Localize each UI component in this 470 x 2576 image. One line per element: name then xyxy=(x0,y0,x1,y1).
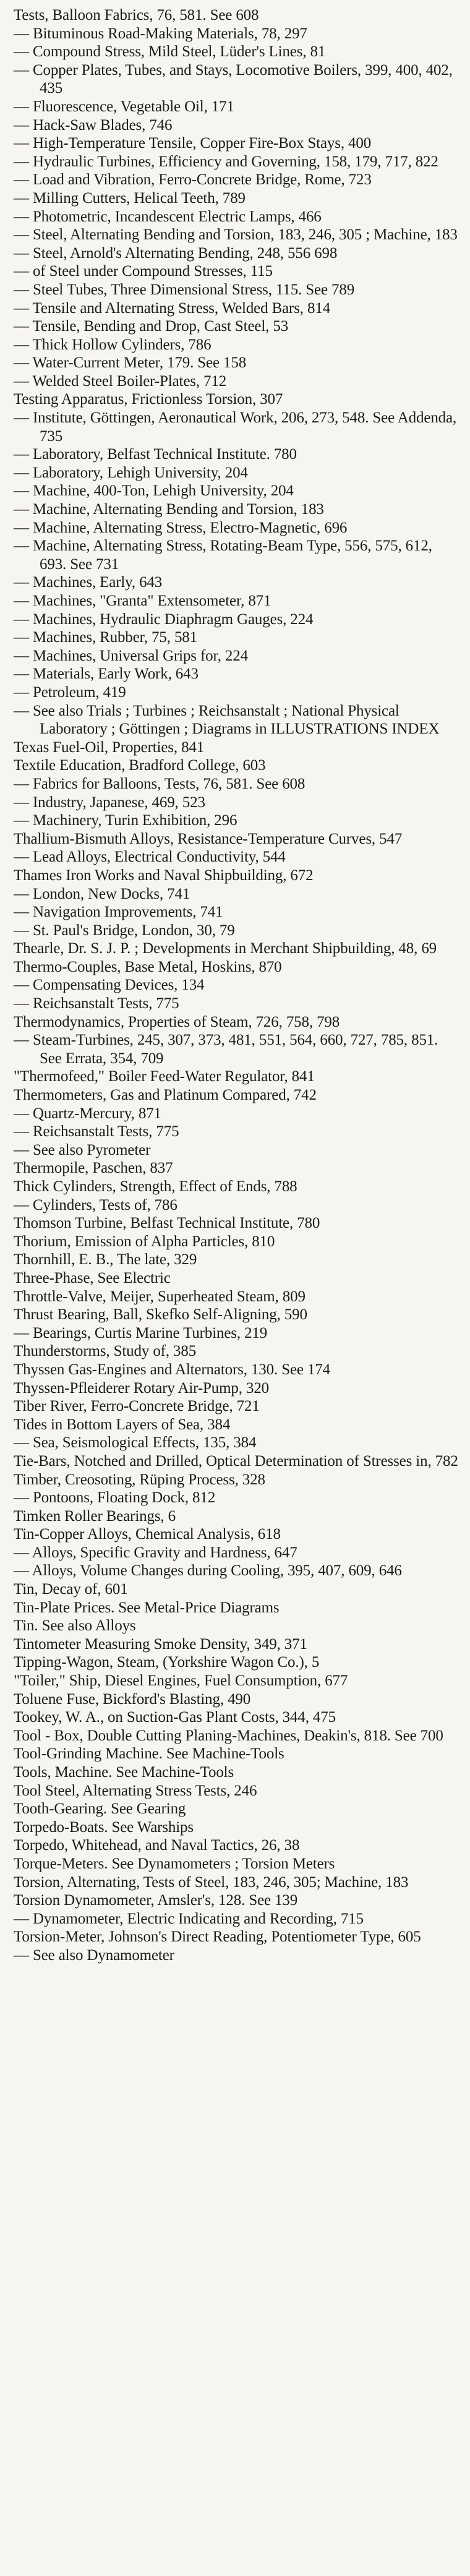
index-entry: Throttle-Valve, Meijer, Superheated Steam, 809 xyxy=(14,1288,306,1305)
index-entry: — St. Paul's Bridge, London, 30, 79 xyxy=(14,922,235,939)
index-entry: Tides in Bottom Layers of Sea, 384 xyxy=(14,1416,231,1433)
index-entry: Thyssen Gas-Engines and Alternators, 130. See 174 xyxy=(14,1361,330,1378)
index-entry: — Thick Hollow Cylinders, 786 xyxy=(14,336,212,353)
index-entry: — Reichsanstalt Tests, 775 xyxy=(14,1123,179,1140)
index-entry: — Photometric, Incandescent Electric Lamps, 466 xyxy=(14,208,322,225)
index-entry: — Machines, "Granta" Extensometer, 871 xyxy=(14,593,271,609)
index-entry: — Sea, Seismological Effects, 135, 384 xyxy=(14,1434,257,1452)
index-entry: — Hydraulic Turbines, Efficiency and Governing, 158, 179, 717, 822 xyxy=(14,153,438,170)
index-entry: Testing Apparatus, Frictionless Torsion, 307 xyxy=(14,391,283,408)
index-entry: — Hack-Saw Blades, 746 xyxy=(14,116,173,134)
index-entry: Tools, Machine. See Machine-Tools xyxy=(14,1764,234,1781)
index-entry: — Steel, Arnold's Alternating Bending, 248, 556 698 xyxy=(14,244,338,262)
index-entry: Tin-Plate Prices. See Metal-Price Diagrams xyxy=(14,1599,280,1616)
index-entry: Thornhill, E. B., The late, 329 xyxy=(14,1251,197,1269)
index-entry: Tin-Copper Alloys, Chemical Analysis, 618 xyxy=(14,1526,281,1543)
index-entry: — Dynamometer, Electric Indicating and Recording, 715 xyxy=(14,1910,364,1927)
index-entry: — Machines, Rubber, 75, 581 xyxy=(14,629,197,646)
index-entry: — Steam-Turbines, 245, 307, 373, 481, 551, 564, 660, 727, 785, 851. See Errata, 354, 709 xyxy=(14,1032,438,1067)
index-entry: — Steel Tubes, Three Dimensional Stress, 115. See 789 xyxy=(14,281,355,298)
index-entry: Torsion-Meter, Johnson's Direct Reading, Potentiometer Type, 605 xyxy=(14,1928,421,1946)
index-entry: — High-Temperature Tensile, Copper Fire-Box Stays, 400 xyxy=(14,135,372,152)
index-entry: Thrust Bearing, Ball, Skefko Self-Aligning, 590 xyxy=(14,1306,307,1324)
index-entry: Thick Cylinders, Strength, Effect of Ends, 788 xyxy=(14,1178,297,1195)
index-entry: — Machines, Hydraulic Diaphragm Gauges, 224 xyxy=(14,610,314,628)
index-entry: Thames Iron Works and Naval Shipbuilding, 672 xyxy=(14,867,314,884)
index-entry: — Machines, Universal Grips for, 224 xyxy=(14,647,248,664)
index-entry: Torpedo, Whitehead, and Naval Tactics, 26, 38 xyxy=(14,1837,300,1854)
index-entry: Timken Roller Bearings, 6 xyxy=(14,1507,176,1525)
index-entry: Texas Fuel-Oil, Properties, 841 xyxy=(14,738,205,756)
index-entry: — Quartz-Mercury, 871 xyxy=(14,1105,161,1122)
index-entry: Thermo-Couples, Base Metal, Hoskins, 870 xyxy=(14,958,282,975)
index-entry: — Institute, Göttingen, Aeronautical Work, 206, 273, 548. See Addenda, 735 xyxy=(14,409,457,445)
index-entry: Thearle, Dr. S. J. P. ; Developments in Merchant Shipbuilding, 48, 69 xyxy=(14,940,437,957)
index-entry: — Cylinders, Tests of, 786 xyxy=(14,1196,177,1213)
index-entry: Torque-Meters. See Dynamometers ; Torsion Meters xyxy=(14,1855,335,1872)
index-entry: — Fabrics for Balloons, Tests, 76, 581. See 608 xyxy=(14,775,306,792)
index-entry: — See also Dynamometer xyxy=(14,1946,174,1964)
index-entry: Thermometers, Gas and Platinum Compared, 742 xyxy=(14,1087,317,1104)
index-entry: — Laboratory, Belfast Technical Institute. 780 xyxy=(14,446,297,463)
index-entry: Tool - Box, Double Cutting Planing-Machines, Deakin's, 818. See 700 xyxy=(14,1727,443,1744)
index-entry: — Machine, 400-Ton, Lehigh University, 204 xyxy=(14,482,294,500)
index-entry: — Laboratory, Lehigh University, 204 xyxy=(14,464,248,481)
index-entry: Thallium-Bismuth Alloys, Resistance-Temperature Curves, 547 xyxy=(14,830,403,847)
index-entry: — Welded Steel Boiler-Plates, 712 xyxy=(14,372,227,390)
index-entry: — London, New Docks, 741 xyxy=(14,885,190,902)
index-entry: — Lead Alloys, Electrical Conductivity, 544 xyxy=(14,849,286,866)
index-entry: Tests, Balloon Fabrics, 76, 581. See 608 xyxy=(14,7,259,24)
index-entry: — Pontoons, Floating Dock, 812 xyxy=(14,1489,216,1507)
index-entry: Toluene Fuse, Bickford's Blasting, 490 xyxy=(14,1690,251,1708)
index-entry: — See also Pyrometer xyxy=(14,1141,151,1158)
index-entry: Tookey, W. A., on Suction-Gas Plant Costs, 344, 475 xyxy=(14,1709,336,1726)
index-entry: — of Steel under Compound Stresses, 115 xyxy=(14,263,273,280)
index-entry: — Machines, Early, 643 xyxy=(14,574,163,591)
index-entry: Thunderstorms, Study of, 385 xyxy=(14,1343,197,1360)
index-entry: Tool Steel, Alternating Stress Tests, 246 xyxy=(14,1782,257,1799)
index-entry: Timber, Creosoting, Rüping Process, 328 xyxy=(14,1471,265,1488)
index-entry: "Thermofeed," Boiler Feed-Water Regulator, 841 xyxy=(14,1068,315,1085)
index-entry: — Bearings, Curtis Marine Turbines, 219 xyxy=(14,1324,268,1341)
index-entry: — Compensating Devices, 134 xyxy=(14,977,205,994)
index-entry: — Fluorescence, Vegetable Oil, 171 xyxy=(14,98,234,115)
index-entry: — Machine, Alternating Stress, Electro-Magnetic, 696 xyxy=(14,519,348,536)
index-entry: — Bituminous Road-Making Materials, 78, 297 xyxy=(14,25,307,42)
index-entry: Torsion, Alternating, Tests of Steel, 183, 246, 305; Machine, 183 xyxy=(14,1873,409,1891)
index-entry: — Copper Plates, Tubes, and Stays, Locomotive Boilers, 399, 400, 402, 435 xyxy=(14,61,453,97)
index-entry: — Milling Cutters, Helical Teeth, 789 xyxy=(14,189,246,207)
index-entry: — Load and Vibration, Ferro-Concrete Bridge, Rome, 723 xyxy=(14,171,372,189)
index-entry: Three-Phase, See Electric xyxy=(14,1269,171,1286)
index-entry: — Machinery, Turin Exhibition, 296 xyxy=(14,812,237,829)
index-entry: Tiber River, Ferro-Concrete Bridge, 721 xyxy=(14,1398,260,1415)
index-entry: Tipping-Wagon, Steam, (Yorkshire Wagon Co.), 5 xyxy=(14,1654,320,1671)
index-entry: — Water-Current Meter, 179. See 158 xyxy=(14,354,247,372)
index-entry: Torsion Dynamometer, Amsler's, 128. See 139 xyxy=(14,1892,298,1909)
index-entry: Tin. See also Alloys xyxy=(14,1617,136,1635)
index-entry: Tool-Grinding Machine. See Machine-Tools xyxy=(14,1745,284,1763)
index-entry: — Tensile and Alternating Stress, Welded Bars, 814 xyxy=(14,299,331,317)
index-entry: — Alloys, Specific Gravity and Hardness, 647 xyxy=(14,1544,297,1561)
index-entry: Tie-Bars, Notched and Drilled, Optical Determination of Stresses in, 782 xyxy=(14,1452,458,1470)
index-entry: Torpedo-Boats. See Warships xyxy=(14,1818,194,1836)
index-entry: — Navigation Improvements, 741 xyxy=(14,904,223,921)
index-entry: — Materials, Early Work, 643 xyxy=(14,665,199,683)
index-entry: — Compound Stress, Mild Steel, Lüder's Lines, 81 xyxy=(14,43,326,61)
index-entry: Textile Education, Bradford College, 603 xyxy=(14,757,266,774)
index-entry: Thorium, Emission of Alpha Particles, 810 xyxy=(14,1233,275,1250)
index-entry: Thomson Turbine, Belfast Technical Institute, 780 xyxy=(14,1215,320,1232)
index-entry: "Toiler," Ship, Diesel Engines, Fuel Consumption, 677 xyxy=(14,1672,348,1690)
index-entry: — Alloys, Volume Changes during Cooling, 395, 407, 609, 646 xyxy=(14,1562,402,1580)
index-entry: — Reichsanstalt Tests, 775 xyxy=(14,995,179,1012)
index-entry: — Machine, Alternating Bending and Torsion, 183 xyxy=(14,501,324,518)
index-entry: — Machine, Alternating Stress, Rotating-Beam Type, 556, 575, 612, 693. See 731 xyxy=(14,537,432,573)
index-entry: Tin, Decay of, 601 xyxy=(14,1581,128,1598)
index-entry: Thermodynamics, Properties of Steam, 726, 758, 798 xyxy=(14,1013,340,1030)
index-entry: — Petroleum, 419 xyxy=(14,683,126,701)
index-entry: Thermopile, Paschen, 837 xyxy=(14,1160,173,1177)
index-entry: — Tensile, Bending and Drop, Cast Steel, 53 xyxy=(14,318,289,335)
index-entry: — Industry, Japanese, 469, 523 xyxy=(14,794,205,811)
index-entry: Tooth-Gearing. See Gearing xyxy=(14,1800,186,1818)
index-entry: Tintometer Measuring Smoke Density, 349, 371 xyxy=(14,1635,307,1653)
index-entry: — Steel, Alternating Bending and Torsion, 183, 246, 305 ; Machine, 183 xyxy=(14,226,458,244)
index-entry: Thyssen-Pfleiderer Rotary Air-Pump, 320 xyxy=(14,1379,270,1397)
index-entry: — See also Trials ; Turbines ; Reichsanstalt ; National Physical Laboratory ; Göttingen ; Diagrams in ILLUSTRATIONS INDEX xyxy=(14,702,440,738)
